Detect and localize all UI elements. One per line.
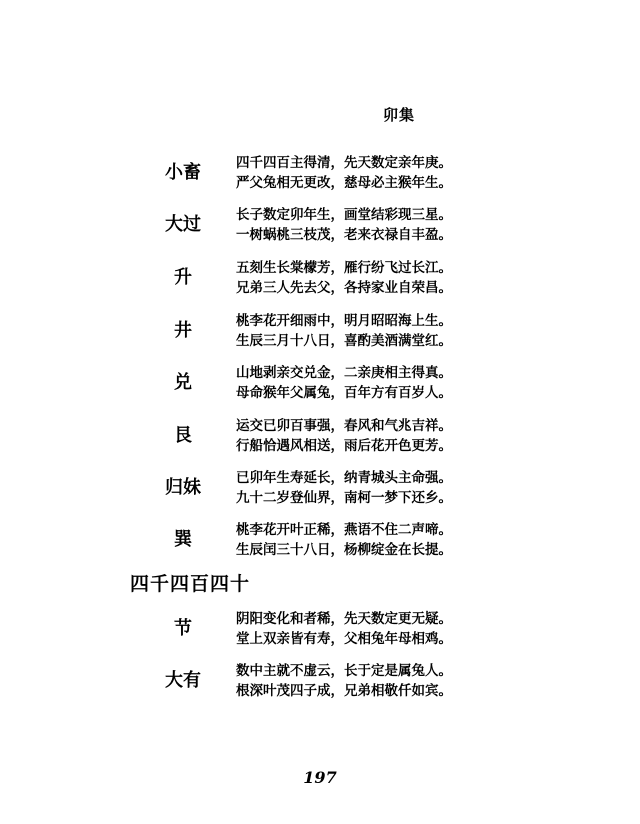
section-title: 四千四百四十 xyxy=(130,573,251,595)
verse-line-2: 堂上双亲皆有寿，父相兔年母相鸡。 xyxy=(236,631,452,647)
verse-line-2: 严父兔相无更改，慈母必主猴年生。 xyxy=(236,175,452,191)
verse-line-1: 桃李花开叶正稀，燕语不住二声啼。 xyxy=(236,522,452,538)
verse-line-1: 阴阳变化和者稀，先天数定更无疑。 xyxy=(236,611,452,627)
verse-line-1: 长子数定卯年生，画堂结彩现三星。 xyxy=(236,207,452,223)
verse-entry-dui xyxy=(0,363,640,403)
verse-line-1: 山地剥亲交兑金，二亲庚相主得真。 xyxy=(236,365,452,381)
verse-entry-gen xyxy=(0,416,640,456)
hexagram-name: 井 xyxy=(174,320,192,341)
verse-line-1: 四千四百主得清，先天数定亲年庚。 xyxy=(236,155,452,171)
verse-line-2: 生辰闰三十八日，杨柳绽金在长提。 xyxy=(236,542,452,558)
verse-line-1: 五刻生长棠檬芳，雁行纷飞过长江。 xyxy=(236,260,452,276)
verse-line-1: 桃李花开细雨中，明月昭昭海上生。 xyxy=(236,313,452,329)
verse-entry-jie xyxy=(0,609,640,649)
hexagram-name: 艮 xyxy=(174,425,192,446)
verse-line-1: 已卯年生寿延长，纳青城头主命强。 xyxy=(236,470,452,486)
verse-line-2: 母命猴年父属兔，百年方有百岁人。 xyxy=(236,385,452,401)
hexagram-name: 升 xyxy=(174,267,192,288)
verse-line-2: 九十二岁登仙界，南柯一梦下还乡。 xyxy=(236,490,452,506)
verse-entry-xiaoxu xyxy=(0,153,640,193)
verse-line-2: 根深叶茂四子成，兄弟相敬仟如宾。 xyxy=(236,683,452,699)
verse-entry-jing xyxy=(0,311,640,351)
verse-line-2: 生辰三月十八日，喜酌美酒满堂红。 xyxy=(236,333,452,349)
verse-entry-xun xyxy=(0,520,640,560)
hexagram-name: 小畜 xyxy=(165,162,201,183)
hexagram-name: 大过 xyxy=(165,214,201,235)
hexagram-name: 大有 xyxy=(165,670,201,691)
page-header-title: 卯集 xyxy=(383,106,416,124)
verse-line-2: 行船恰遇风相送，雨后花开色更芳。 xyxy=(236,438,452,454)
hexagram-name: 节 xyxy=(174,618,192,639)
hexagram-name: 兑 xyxy=(174,372,192,393)
verse-line-1: 数中主就不虚云，长于定是属兔人。 xyxy=(236,663,452,679)
hexagram-name: 归妹 xyxy=(165,477,201,498)
verse-line-2: 一树蜗桃三枝茂，老来衣禄自丰盈。 xyxy=(236,227,452,243)
page-number: 197 xyxy=(303,768,337,787)
verse-entry-daguo xyxy=(0,205,640,245)
verse-line-1: 运交已卯百事强，春风和气兆吉祥。 xyxy=(236,418,452,434)
verse-entry-dayou xyxy=(0,661,640,701)
verse-entry-sheng xyxy=(0,258,640,298)
verse-line-2: 兄弟三人先去父，各持家业自荣昌。 xyxy=(236,280,452,296)
hexagram-name: 巽 xyxy=(174,529,192,550)
verse-entry-guimei xyxy=(0,468,640,508)
